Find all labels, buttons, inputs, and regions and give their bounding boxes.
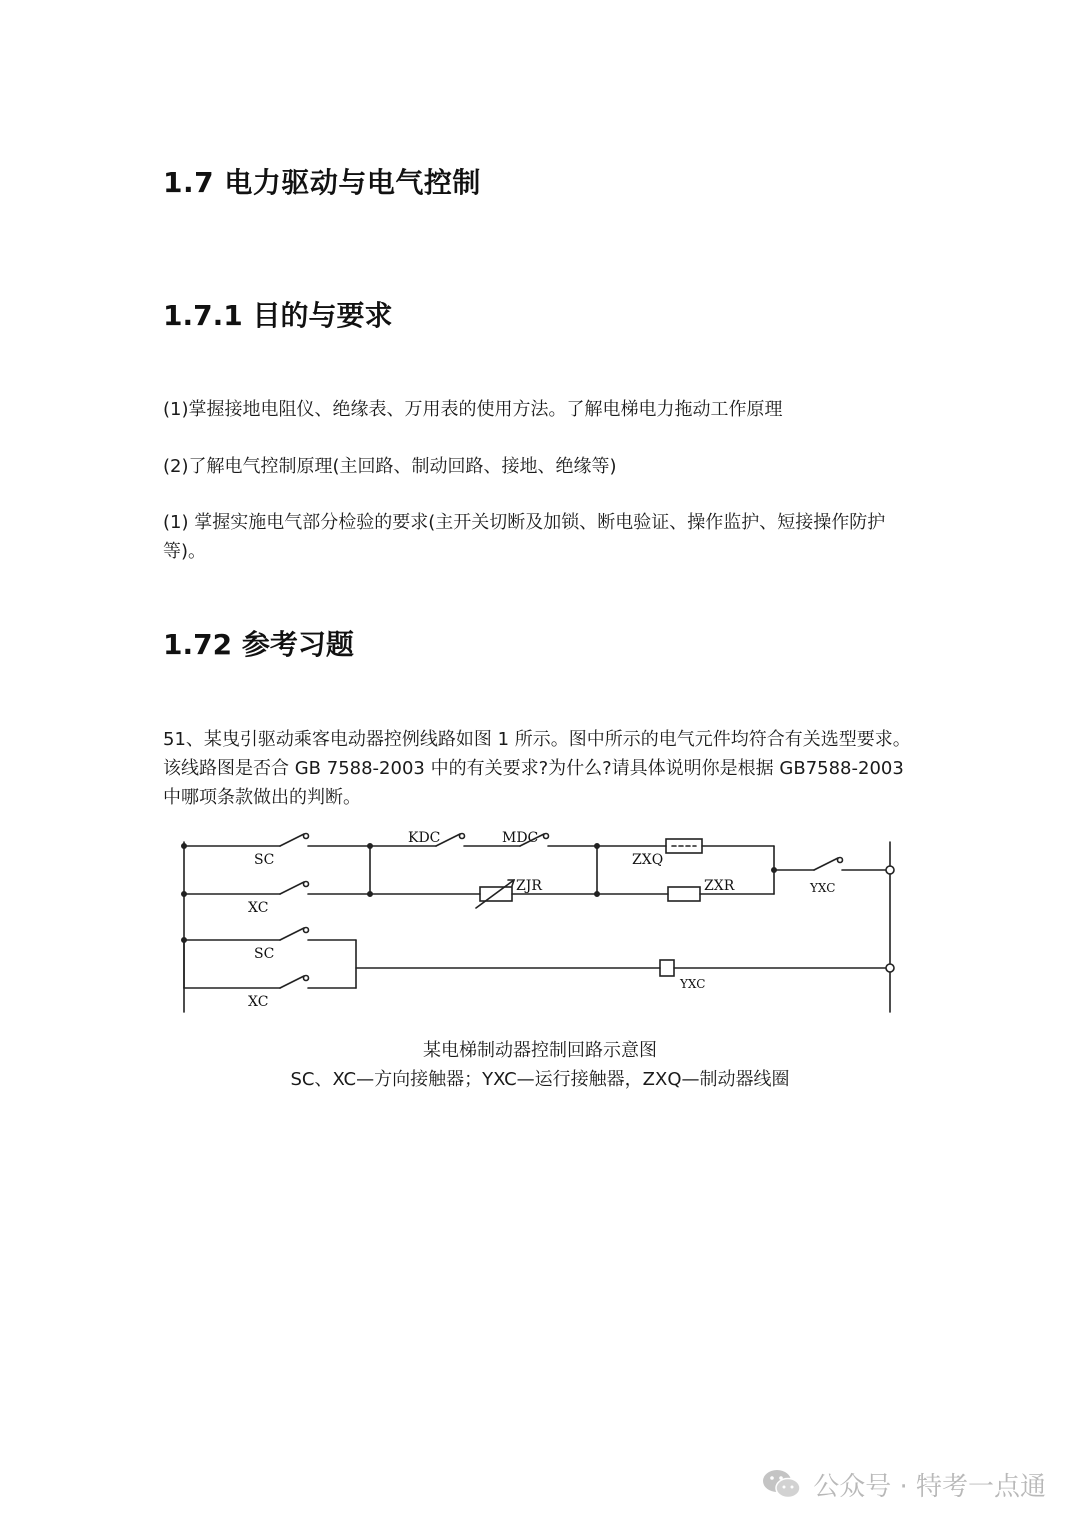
objective-item: (1) 掌握实施电气部分检验的要求(主开关切断及加锁、断电验证、操作监护、短接操作防护等)。: [163, 512, 886, 562]
label-sc-bottom: SC: [254, 946, 275, 962]
objective-item: (2)了解电气控制原理(主回路、制动回路、接地、绝缘等): [163, 456, 617, 477]
subsection-heading-exercises: 1.72 参考习题: [163, 628, 354, 661]
label-yxc-contact: YXC: [810, 881, 836, 895]
label-yxc-coil: YXC: [680, 977, 706, 991]
label-kdc: KDC: [408, 830, 441, 846]
wechat-icon: [761, 1467, 803, 1501]
figure-caption-legend: SC、XC—方向接触器；YXC—运行接触器，ZXQ—制动器线圈: [290, 1069, 790, 1090]
label-zjr: ZJR: [516, 878, 542, 894]
objective-item: (1)掌握接地电阻仪、绝缘表、万用表的使用方法。了解电梯电力拖动工作原理: [163, 399, 783, 420]
section-heading: 1.7 电力驱动与电气控制: [163, 166, 481, 199]
label-zxq: ZXQ: [632, 852, 664, 868]
watermark-text: 公众号 · 特考一点通: [813, 1471, 1046, 1502]
watermark: [761, 1464, 1046, 1504]
label-xc-top: XC: [248, 900, 269, 916]
subsection-heading-objectives: 1.7.1 目的与要求: [163, 299, 393, 332]
label-sc-top: SC: [254, 852, 275, 868]
exercise-question: 51、某曳引驱动乘客电动器控例线路如图 1 所示。图中所示的电气元件均符合有关选型要求。该线路图是否合 GB 7588-2003 中的有关要求?为什么?请具体说明你是根据 GB7588-2003 中哪项条款做出的判断。: [163, 729, 911, 808]
figure-caption-title: 某电梯制动器控制回路示意图: [423, 1040, 657, 1061]
label-zxr: ZXR: [704, 878, 735, 894]
label-mdc: MDC: [502, 830, 539, 846]
label-xc-bottom: XC: [248, 994, 269, 1010]
brake-control-circuit-diagram: [170, 822, 910, 1027]
